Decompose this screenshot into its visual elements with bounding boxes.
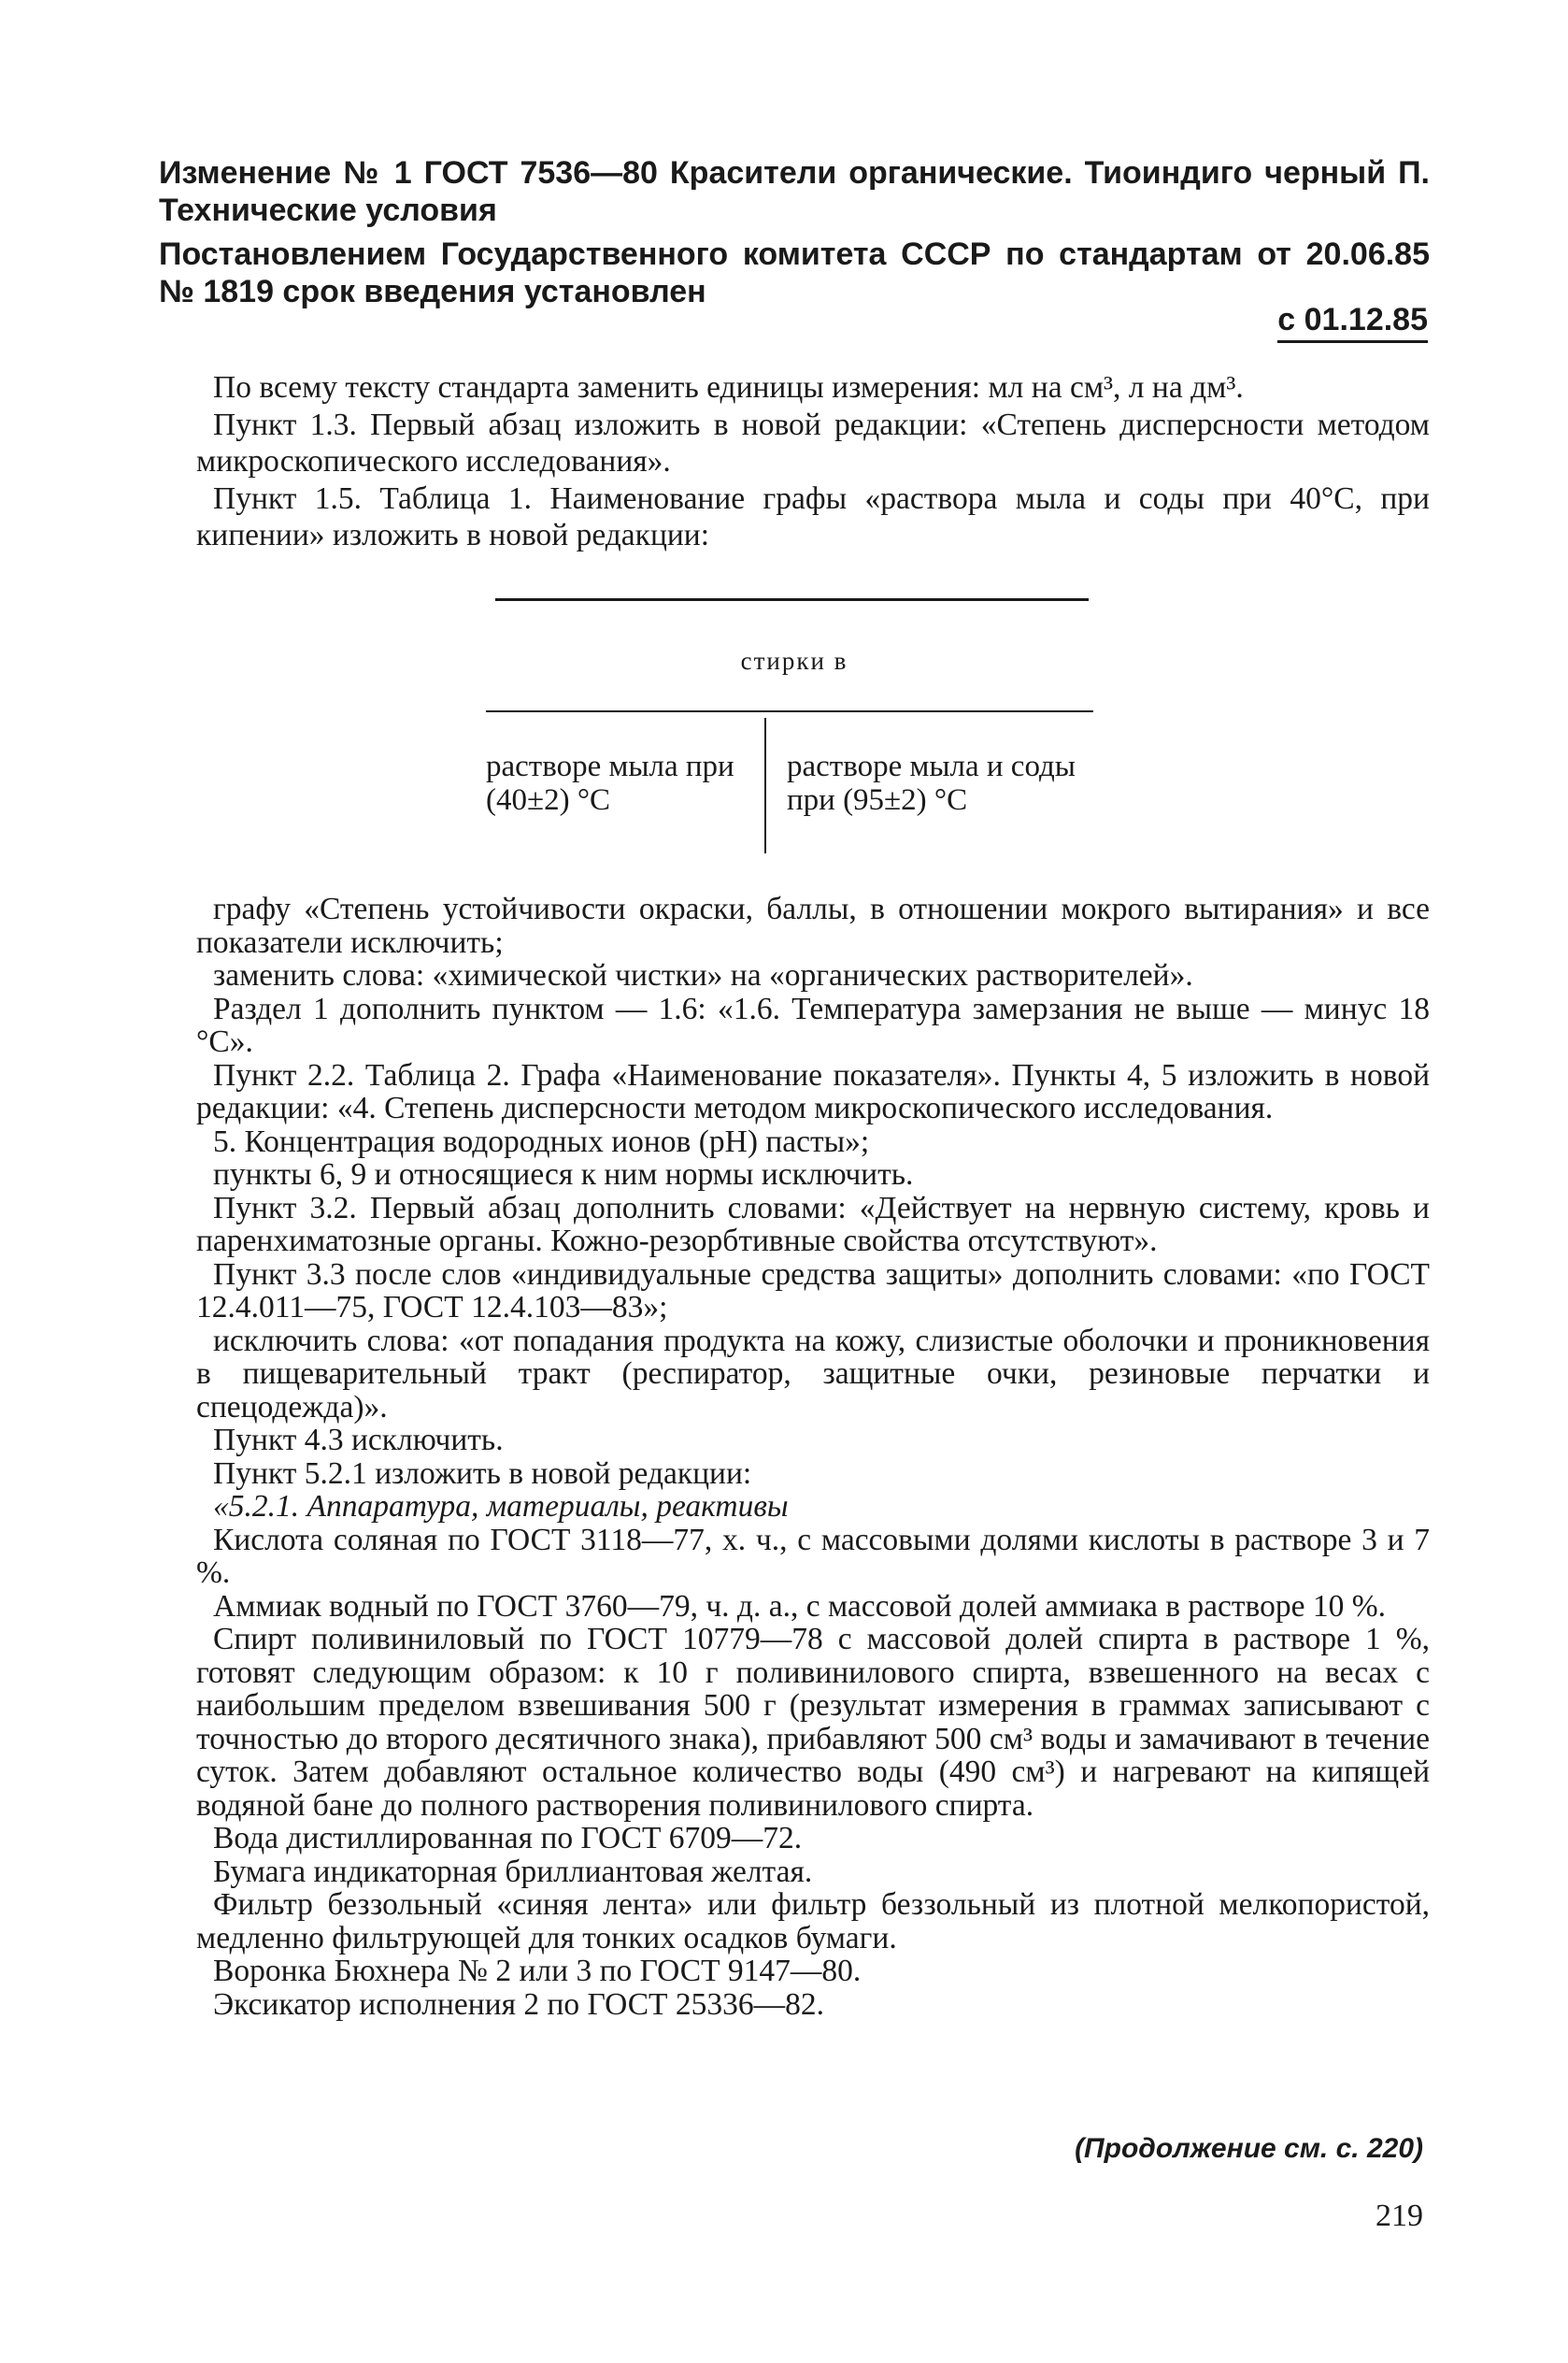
paragraph-item-1-5: Пункт 1.5. Таблица 1. Наименование графы «раствора мыла и соды при 40°С, при кипении» изложить в новой редакции: (196, 480, 1430, 553)
table-cell-col2: растворе мыла и соды при (95±2) °С (787, 750, 1076, 817)
paragraph-item-3-2: Пункт 3.2. Первый абзац дополнить словами: «Действует на нервную систему, кровь и паренхиматозные органы. Кожно-резорбтивные свойства отсутствуют». (196, 1190, 1430, 1258)
table-mid-rule (486, 710, 1093, 712)
table-header: стирки в (740, 647, 848, 675)
paragraph-item-2-2: Пункт 2.2. Таблица 2. Графа «Наименование показателя». Пункты 4, 5 изложить в новой редакции: «4. Степень дисперсности методом микроскопического исследования. (196, 1057, 1430, 1125)
paragraph-item-3-3: Пункт 3.3 после слов «индивидуальные средства защиты» дополнить словами: «по ГОСТ 12.4.011—75, ГОСТ 12.4.103—83»; (196, 1256, 1430, 1325)
paragraph-pva: Спирт поливиниловый по ГОСТ 10779—78 с массовой долей спирта в растворе 1 %, готовят следующим образом: к 10 г поливинилового спирта, взвешенного на весах с наибольшим пределом взвешивания 500 г (результат измерения в граммах записывают с точностью до второго десятичного знака), прибавляют 500 см³ воды и замачивают в течение суток. Затем добавляют остальное количество воды (490 см³) и нагревают на кипящей водяной бане до полного растворения поливинилового спирта. (196, 1622, 1430, 1823)
paragraph-water: Вода дистиллированная по ГОСТ 6709—72. (213, 1821, 803, 1855)
table-top-rule (495, 598, 1089, 601)
page-number: 219 (1376, 2198, 1423, 2233)
paragraph-wet-rub: графу «Степень устойчивости окраски, баллы, в отношении мокрого вытирания» и все показатели исключить; (196, 892, 1430, 960)
paragraph-replace-words: заменить слова: «химической чистки» на «органических растворителей». (213, 958, 1193, 993)
paragraph-filter: Фильтр беззольный «синяя лента» или фильтр беззольный из плотной мелкопористой, медленно фильтрующей для тонких осадков бумаги. (196, 1887, 1430, 1955)
paragraph-ph: 5. Концентрация водородных ионов (рН) пасты»; (213, 1124, 870, 1159)
table-column-divider (764, 718, 766, 853)
paragraph-units: По всему тексту стандарта заменить единицы измерения: мл на см³, л на дм³. (213, 370, 1244, 405)
paragraph-exclude-words: исключить слова: «от попадания продукта на кожу, слизистые оболочки и проникновения в пищеварительный тракт (респиратор, защитные очки, резиновые перчатки и спецодежда)». (196, 1323, 1430, 1425)
intro-section (196, 369, 1430, 554)
table-cell-col1: растворе мыла при (40±2) °С (486, 750, 734, 817)
paragraph-item-1-3: Пункт 1.3. Первый абзац изложить в новой редакции: «Степень дисперсности методом микроскопического исследования». (196, 407, 1430, 480)
paragraph-ammonia: Аммиак водный по ГОСТ 3760—79, ч. д. а., с массовой долей аммиака в растворе 10 %. (213, 1588, 1387, 1624)
paragraph-item-4-3: Пункт 4.3 исключить. (213, 1423, 504, 1457)
lower-section (196, 893, 1430, 2021)
continuation-note: (Продолжение см. с. 220) (1075, 2133, 1423, 2164)
paragraph-hydrochloric-acid: Кислота соляная по ГОСТ 3118—77, х. ч., с массовыми долями кислоты в растворе 3 и 7 %. (196, 1522, 1430, 1590)
table-fragment (486, 598, 1103, 869)
paragraph-paper: Бумага индикаторная бриллиантовая желтая. (213, 1854, 813, 1889)
paragraph-desiccator: Эксикатор исполнения 2 по ГОСТ 25336—82. (213, 1986, 825, 2022)
paragraph-item-5-2-1: Пункт 5.2.1 изложить в новой редакции: (213, 1455, 752, 1491)
paragraph-section-1: Раздел 1 дополнить пунктом — 1.6: «1.6. Температура замерзания не выше — минус 18 °С». (196, 991, 1430, 1059)
effective-date: с 01.12.85 (1277, 301, 1428, 343)
paragraph-items-6-9: пункты 6, 9 и относящиеся к ним нормы исключить. (213, 1157, 914, 1192)
decree-text: Постановлением Государственного комитета СССР по стандартам от 20.06.85 № 1819 срок введения установлен (159, 236, 1430, 309)
paragraph-apparatus-heading: «5.2.1. Аппаратура, материалы, реактивы (213, 1489, 789, 1524)
amendment-title: Изменение № 1 ГОСТ 7536—80 Красители органические. Тиоиндиго черный П. Технические условия (159, 155, 1430, 228)
paragraph-funnel: Воронка Бюхнера № 2 или 3 по ГОСТ 9147—80. (213, 1954, 862, 1988)
